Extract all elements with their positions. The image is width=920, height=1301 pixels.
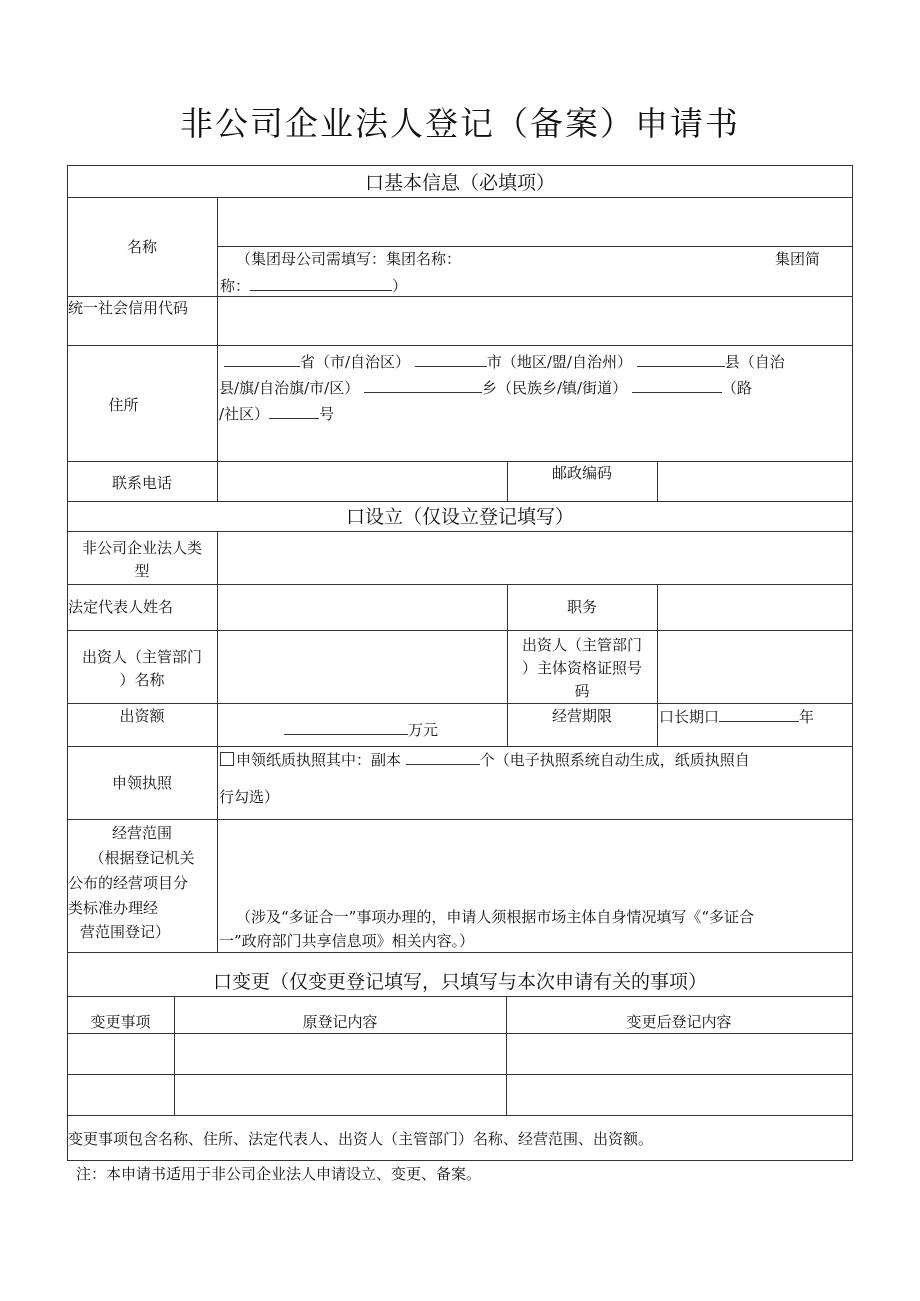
investor-label-2: ）名称 xyxy=(119,671,165,689)
footnote: 注：本申请书适用于非公司企业法人申请设立、变更、备案。 xyxy=(76,1165,482,1183)
addr-road-b: /社区） xyxy=(219,405,270,423)
col-original: 原登记内容 xyxy=(302,1013,378,1031)
scope-note-1: （涉及“多证合一”事项办理的，申请人须根据市场主体自身情况填写《“多证合 xyxy=(236,908,755,926)
postcode-label: 邮政编码 xyxy=(551,464,612,482)
scope-label-1: 经营范围 xyxy=(111,824,172,842)
change-row-2-item[interactable] xyxy=(68,1075,173,1114)
addr-road-a: （路 xyxy=(721,379,752,397)
license-text-3: 行勾选） xyxy=(219,788,280,806)
scope-input[interactable] xyxy=(218,820,852,904)
type-input[interactable] xyxy=(218,532,852,583)
address-label: 住所 xyxy=(108,396,139,414)
license-text-1: 申领纸质执照其中：副本 xyxy=(236,751,402,769)
change-row-2-after[interactable] xyxy=(507,1075,852,1114)
credit-code-label: 统一社会信用代码 xyxy=(68,299,189,317)
group-note-short: 集团简 xyxy=(775,250,821,268)
address-line2[interactable] xyxy=(219,376,752,399)
name-label: 名称 xyxy=(126,238,157,256)
col-change-item: 变更事项 xyxy=(90,1013,151,1031)
change-row-2-original[interactable] xyxy=(175,1075,505,1114)
scope-label-2: （根据登记机关 xyxy=(89,849,195,867)
term-long: 口长期口 xyxy=(659,708,720,726)
term-year: 年 xyxy=(799,708,815,726)
scope-label-3: 公布的经营项目分 xyxy=(68,874,189,892)
position-label: 职务 xyxy=(566,598,597,616)
scope-label-5: 营范围登记） xyxy=(80,923,171,941)
license-line1[interactable] xyxy=(220,748,750,771)
license-text-2: 个（电子执照系统自动生成，纸质执照自 xyxy=(479,751,750,769)
scope-label-4: 类标准办理经 xyxy=(68,899,159,917)
type-label-1: 非公司企业法人类 xyxy=(81,539,202,557)
legal-rep-label: 法定代表人姓名 xyxy=(68,598,174,616)
phone-input[interactable] xyxy=(218,462,506,500)
type-label-2: 型 xyxy=(134,562,150,580)
section-establish-heading: 口设立（仅设立登记填写） xyxy=(345,506,574,528)
addr-county-b: 县/旗/自治旗/市/区） xyxy=(219,379,360,397)
investor-cert-1: 出资人（主管部门 xyxy=(521,636,642,654)
address-line1[interactable] xyxy=(224,350,785,373)
change-row-1-after[interactable] xyxy=(507,1034,852,1073)
page-title: 非公司企业法人登记（备案）申请书 xyxy=(180,104,740,143)
change-row-1-original[interactable] xyxy=(175,1034,505,1073)
phone-label: 联系电话 xyxy=(111,474,172,492)
change-row-1-item[interactable] xyxy=(68,1034,173,1073)
addr-county-a: 县（自治 xyxy=(724,353,785,371)
change-footer-note: 变更事项包含名称、住所、法定代表人、出资人（主管部门）名称、经营范围、出资额。 xyxy=(68,1130,654,1148)
position-input[interactable] xyxy=(658,585,852,629)
col-after: 变更后登记内容 xyxy=(626,1013,732,1031)
group-note-line2a: 称： xyxy=(220,277,251,295)
capital-input[interactable] xyxy=(284,718,438,741)
group-note-line1: （集团母公司需填写：集团名称： xyxy=(236,250,462,268)
postcode-input[interactable] xyxy=(658,462,852,500)
investor-label-1: 出资人（主管部门 xyxy=(81,648,202,666)
name-input-area[interactable] xyxy=(218,198,852,246)
investor-input[interactable] xyxy=(218,631,506,702)
legal-rep-input[interactable] xyxy=(218,585,506,629)
addr-town: 乡（民族乡/镇/街道） xyxy=(482,379,628,397)
scope-note-2: 一”政府部门共享信息项》相关内容。） xyxy=(219,932,475,950)
address-line3[interactable] xyxy=(219,402,334,425)
addr-number: 号 xyxy=(319,405,335,423)
license-checkbox[interactable] xyxy=(220,752,234,766)
group-note-line2 xyxy=(220,274,407,297)
investor-cert-2: ）主体资格证照号 xyxy=(521,659,642,677)
group-note-line2b: ） xyxy=(392,277,408,295)
addr-city: 市（地区/盟/自治州） xyxy=(486,353,632,371)
license-label: 申领执照 xyxy=(111,774,172,792)
investor-cert-input[interactable] xyxy=(658,631,852,702)
addr-province: 省（市/自治区） xyxy=(300,353,411,371)
term-label: 经营期限 xyxy=(551,707,612,725)
section-basic-heading: 口基本信息（必填项） xyxy=(364,172,555,194)
investor-cert-3: 码 xyxy=(574,682,590,700)
section-change-heading: 口变更（仅变更登记填写，只填写与本次申请有关的事项） xyxy=(212,971,707,993)
term-input[interactable] xyxy=(659,705,814,728)
capital-unit: 万元 xyxy=(408,721,439,739)
credit-code-input[interactable] xyxy=(218,297,852,344)
capital-label: 出资额 xyxy=(119,707,165,725)
